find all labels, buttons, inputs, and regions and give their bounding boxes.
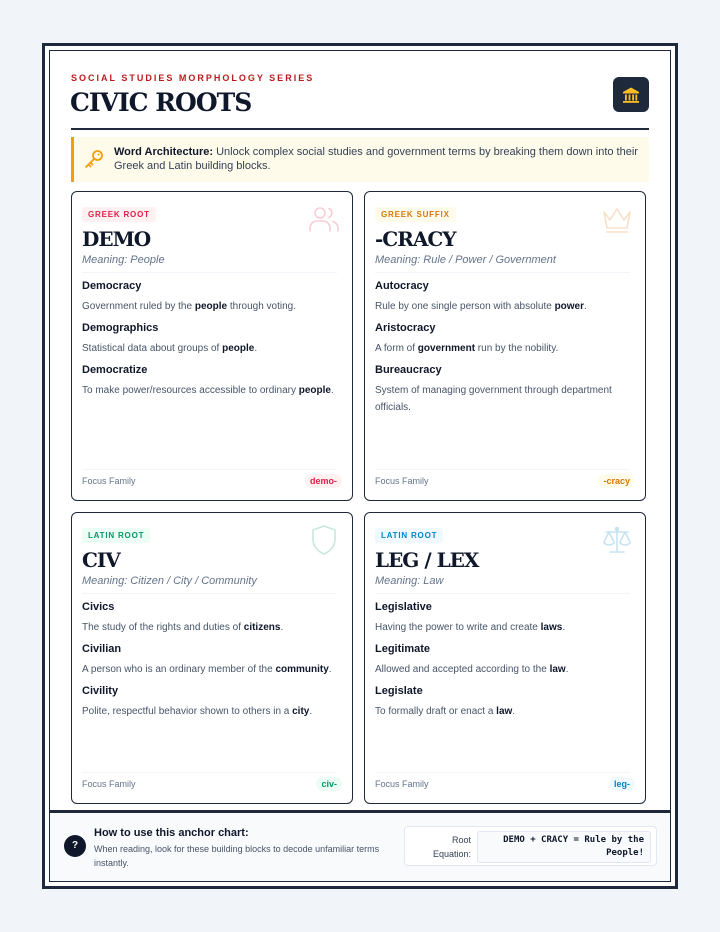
root-meaning: Meaning: People [82,254,165,266]
example-definition [82,340,338,357]
example-word-item [375,641,631,678]
how-to-title: How to use this anchor chart: [94,827,249,839]
example-word-item [375,320,631,357]
definition-text: A person who is an ordinary member of the [82,664,276,675]
root-word: DEMO [82,227,151,251]
definition-text-end: . [309,706,313,717]
definition-keyword: people [222,343,255,354]
example-word: Demographics [82,322,159,334]
example-definition [82,298,338,315]
definition-text: Polite, respectful behavior shown to others in a [82,706,293,717]
anchor-chart-sheet [42,43,678,889]
definition-text-end: . [280,622,284,633]
how-to-text: When reading, look for these building blocks to decode unfamiliar terms instantly. [94,844,380,868]
footer-divider-line [375,772,630,773]
example-word: Aristocracy [375,322,436,334]
people-icon [307,202,341,241]
shield-icon [307,523,341,562]
how-to-use-footer [50,813,670,881]
definition-text-end: through voting. [227,301,297,312]
root-equation-value: DEMO + CRACY = Rule by the People! [477,831,651,863]
definition-text: Government ruled by the [82,301,195,312]
example-definition [375,703,631,720]
example-word-item [375,683,631,720]
definition-text: The study of the rights and duties of [82,622,244,633]
institution-icon [613,77,649,112]
root-card-demo [71,191,353,501]
definition-keyword: power [554,301,585,312]
example-words-list [375,599,631,725]
example-definition [82,382,338,399]
root-meaning: Meaning: Citizen / City / Community [82,575,257,587]
root-word: LEG / LEX [375,548,479,572]
focus-family-label: Focus Family [375,476,429,486]
definition-text: A form of [375,343,418,354]
example-word: Bureaucracy [375,364,442,376]
footer-divider-line [82,469,337,470]
example-word-item [82,320,338,357]
scales-icon [600,523,634,562]
example-word-item [82,599,338,636]
root-word: CIV [82,548,120,572]
definition-text-end: run by the nobility. [475,343,559,354]
example-word: Democracy [82,280,142,292]
meaning-divider [82,272,337,273]
root-word: -CRACY [375,227,456,251]
example-definition [375,619,631,636]
example-definition [375,382,631,416]
example-words-list [82,599,338,725]
root-type-badge: LATIN ROOT [82,528,150,543]
definition-keyword: people [194,301,228,312]
word-architecture-callout [71,137,649,182]
definition-text: Having the power to write and create [375,622,541,633]
meaning-divider [375,272,630,273]
callout-text: Unlock complex social studies and government terms by breaking them down into their Greek and Latin building blocks. [114,146,638,172]
callout-label: Word Architecture: [114,146,214,158]
definition-text: System of managing government through department officials. [375,385,612,413]
definition-keyword: city [292,706,310,717]
focus-family-tag: civ- [316,777,342,791]
example-word: Legitimate [375,643,431,655]
example-word-item [375,599,631,636]
example-word-item [82,278,338,315]
definition-keyword: people [298,385,331,396]
page-title: CIVIC ROOTS [70,88,252,117]
meaning-divider [82,593,337,594]
focus-family-tag: -cracy [598,474,635,488]
definition-keyword: government [417,343,476,354]
root-equation-label: Root Equation: [432,835,471,859]
example-word: Legislative [375,601,432,613]
footer-divider-line [375,469,630,470]
example-definition [82,619,338,636]
example-word-item [375,278,631,315]
root-type-badge: GREEK SUFFIX [375,207,456,222]
series-label: SOCIAL STUDIES MORPHOLOGY SERIES [71,73,315,83]
definition-text-end: . [328,664,332,675]
example-word: Civics [82,601,115,613]
example-word-item [375,362,631,416]
definition-text: To make power/resources accessible to ordinary [82,385,299,396]
example-definition [375,298,631,315]
definition-keyword: citizens [243,622,281,633]
definition-text-end: . [565,664,569,675]
example-word: Autocracy [375,280,429,292]
question-icon: ? [64,835,86,857]
root-equation-box [404,826,657,866]
definition-text-end: . [331,385,334,396]
definition-text-end: . [254,343,258,354]
crown-icon [600,202,634,241]
example-definition [82,661,338,678]
focus-family-tag: leg- [609,777,635,791]
definition-keyword: community [275,664,329,675]
root-meaning: Meaning: Rule / Power / Government [375,254,556,266]
definition-keyword: law [496,706,513,717]
meaning-divider [375,593,630,594]
root-card-civ [71,512,353,804]
example-definition [375,340,631,357]
root-meaning: Meaning: Law [375,575,444,587]
definition-text-end: . [584,301,587,312]
example-word: Legislate [375,685,423,697]
example-words-list [375,278,631,421]
focus-family-label: Focus Family [375,779,429,789]
example-word-item [82,683,338,720]
header-divider [71,128,649,130]
root-type-badge: GREEK ROOT [82,207,156,222]
example-word: Democratize [82,364,148,376]
example-word-item [82,362,338,399]
definition-text-end: . [512,706,516,717]
focus-family-label: Focus Family [82,779,136,789]
focus-family-tag: demo- [305,474,342,488]
definition-text-end: . [562,622,566,633]
root-card-cracy [364,191,646,501]
example-definition [82,703,338,720]
definition-keyword: law [549,664,566,675]
example-words-list [82,278,338,404]
example-word: Civility [82,685,119,697]
root-card-leg [364,512,646,804]
footer-divider-line [82,772,337,773]
definition-text: Rule by one single person with absolute [375,301,555,312]
example-word: Civilian [82,643,122,655]
focus-family-label: Focus Family [82,476,136,486]
definition-text: Statistical data about groups of [82,343,223,354]
definition-text: To formally draft or enact a [375,706,497,717]
definition-text: Allowed and accepted according to the [375,664,550,675]
example-word-item [82,641,338,678]
root-type-badge: LATIN ROOT [375,528,443,543]
key-icon [83,148,105,175]
example-definition [375,661,631,678]
definition-keyword: laws [540,622,563,633]
